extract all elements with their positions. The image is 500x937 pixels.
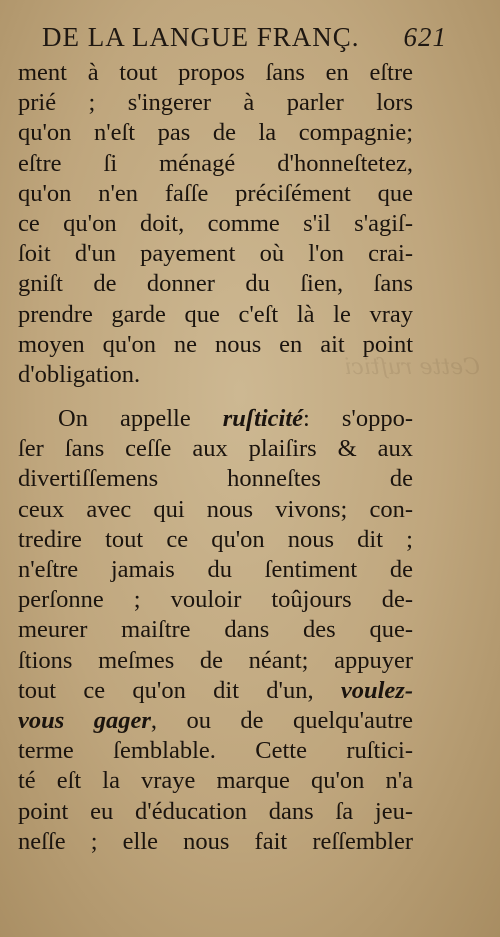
line-text: : s'oppo- [303,405,413,433]
italic-term: vous gager [18,706,151,734]
text-line: divertiſſemens honneſtes de [18,465,413,493]
running-title: DE LA LANGUE FRANÇ. [42,22,360,52]
text-line: ceux avec qui nous vivons; con- [18,495,413,523]
text-line: prié ; s'ingerer à parler lors [18,89,413,117]
line-text: On appelle [58,405,223,433]
running-header [42,22,447,58]
page-body [18,58,413,857]
text-line: perſonne ; vouloir toûjours de- [18,586,413,614]
text-line: meurer maiſtre dans des que- [18,616,413,644]
text-line [18,676,413,706]
text-line: ſer ſans ceſſe aux plaiſirs & aux [18,435,413,463]
text-line: n'eſtre jamais du ſentiment de [18,556,413,583]
text-line [18,706,413,736]
text-line: d'obligation. [18,360,141,388]
text-line: neſſe ; elle nous fait reſſembler [18,827,413,855]
text-line: té eſt la vraye marque qu'on n'a [18,767,413,795]
text-line: tredire tout ce qu'on nous dit ; [18,525,413,553]
text-line: qu'on n'eſt pas de la compagnie; [18,119,413,147]
text-line: ce qu'on doit, comme s'il s'agiſ- [18,209,413,237]
text-line: ſtions meſmes de néant; appuyer [18,646,413,674]
text-line [18,404,413,434]
text-line: gniſt de donner du ſien, ſans [18,270,413,298]
text-line: point eu d'éducation dans ſa jeu- [18,797,413,825]
text-line: ment à tout propos ſans en eſtre [18,59,413,86]
line-text: , ou de quelqu'autre [150,706,414,734]
text-line: ſoit d'un payement où l'on crai- [18,240,413,268]
show-through-text: Cette ruſtici [344,355,480,380]
page-number: 621 [403,22,447,52]
text-line: terme ſemblable. Cette ruſtici- [18,737,413,765]
text-line: qu'on n'en faſſe préciſément que [18,179,413,207]
italic-term: ruſticité [222,405,304,433]
text-line: eſtre ſi ménagé d'honneſtetez, [18,149,413,177]
line-text: tout ce qu'on dit d'un, [18,676,341,704]
text-line: moyen qu'on ne nous en ait point [18,330,413,358]
text-line: prendre garde que c'eſt là le vray [18,300,413,328]
italic-term: voulez- [340,676,413,704]
